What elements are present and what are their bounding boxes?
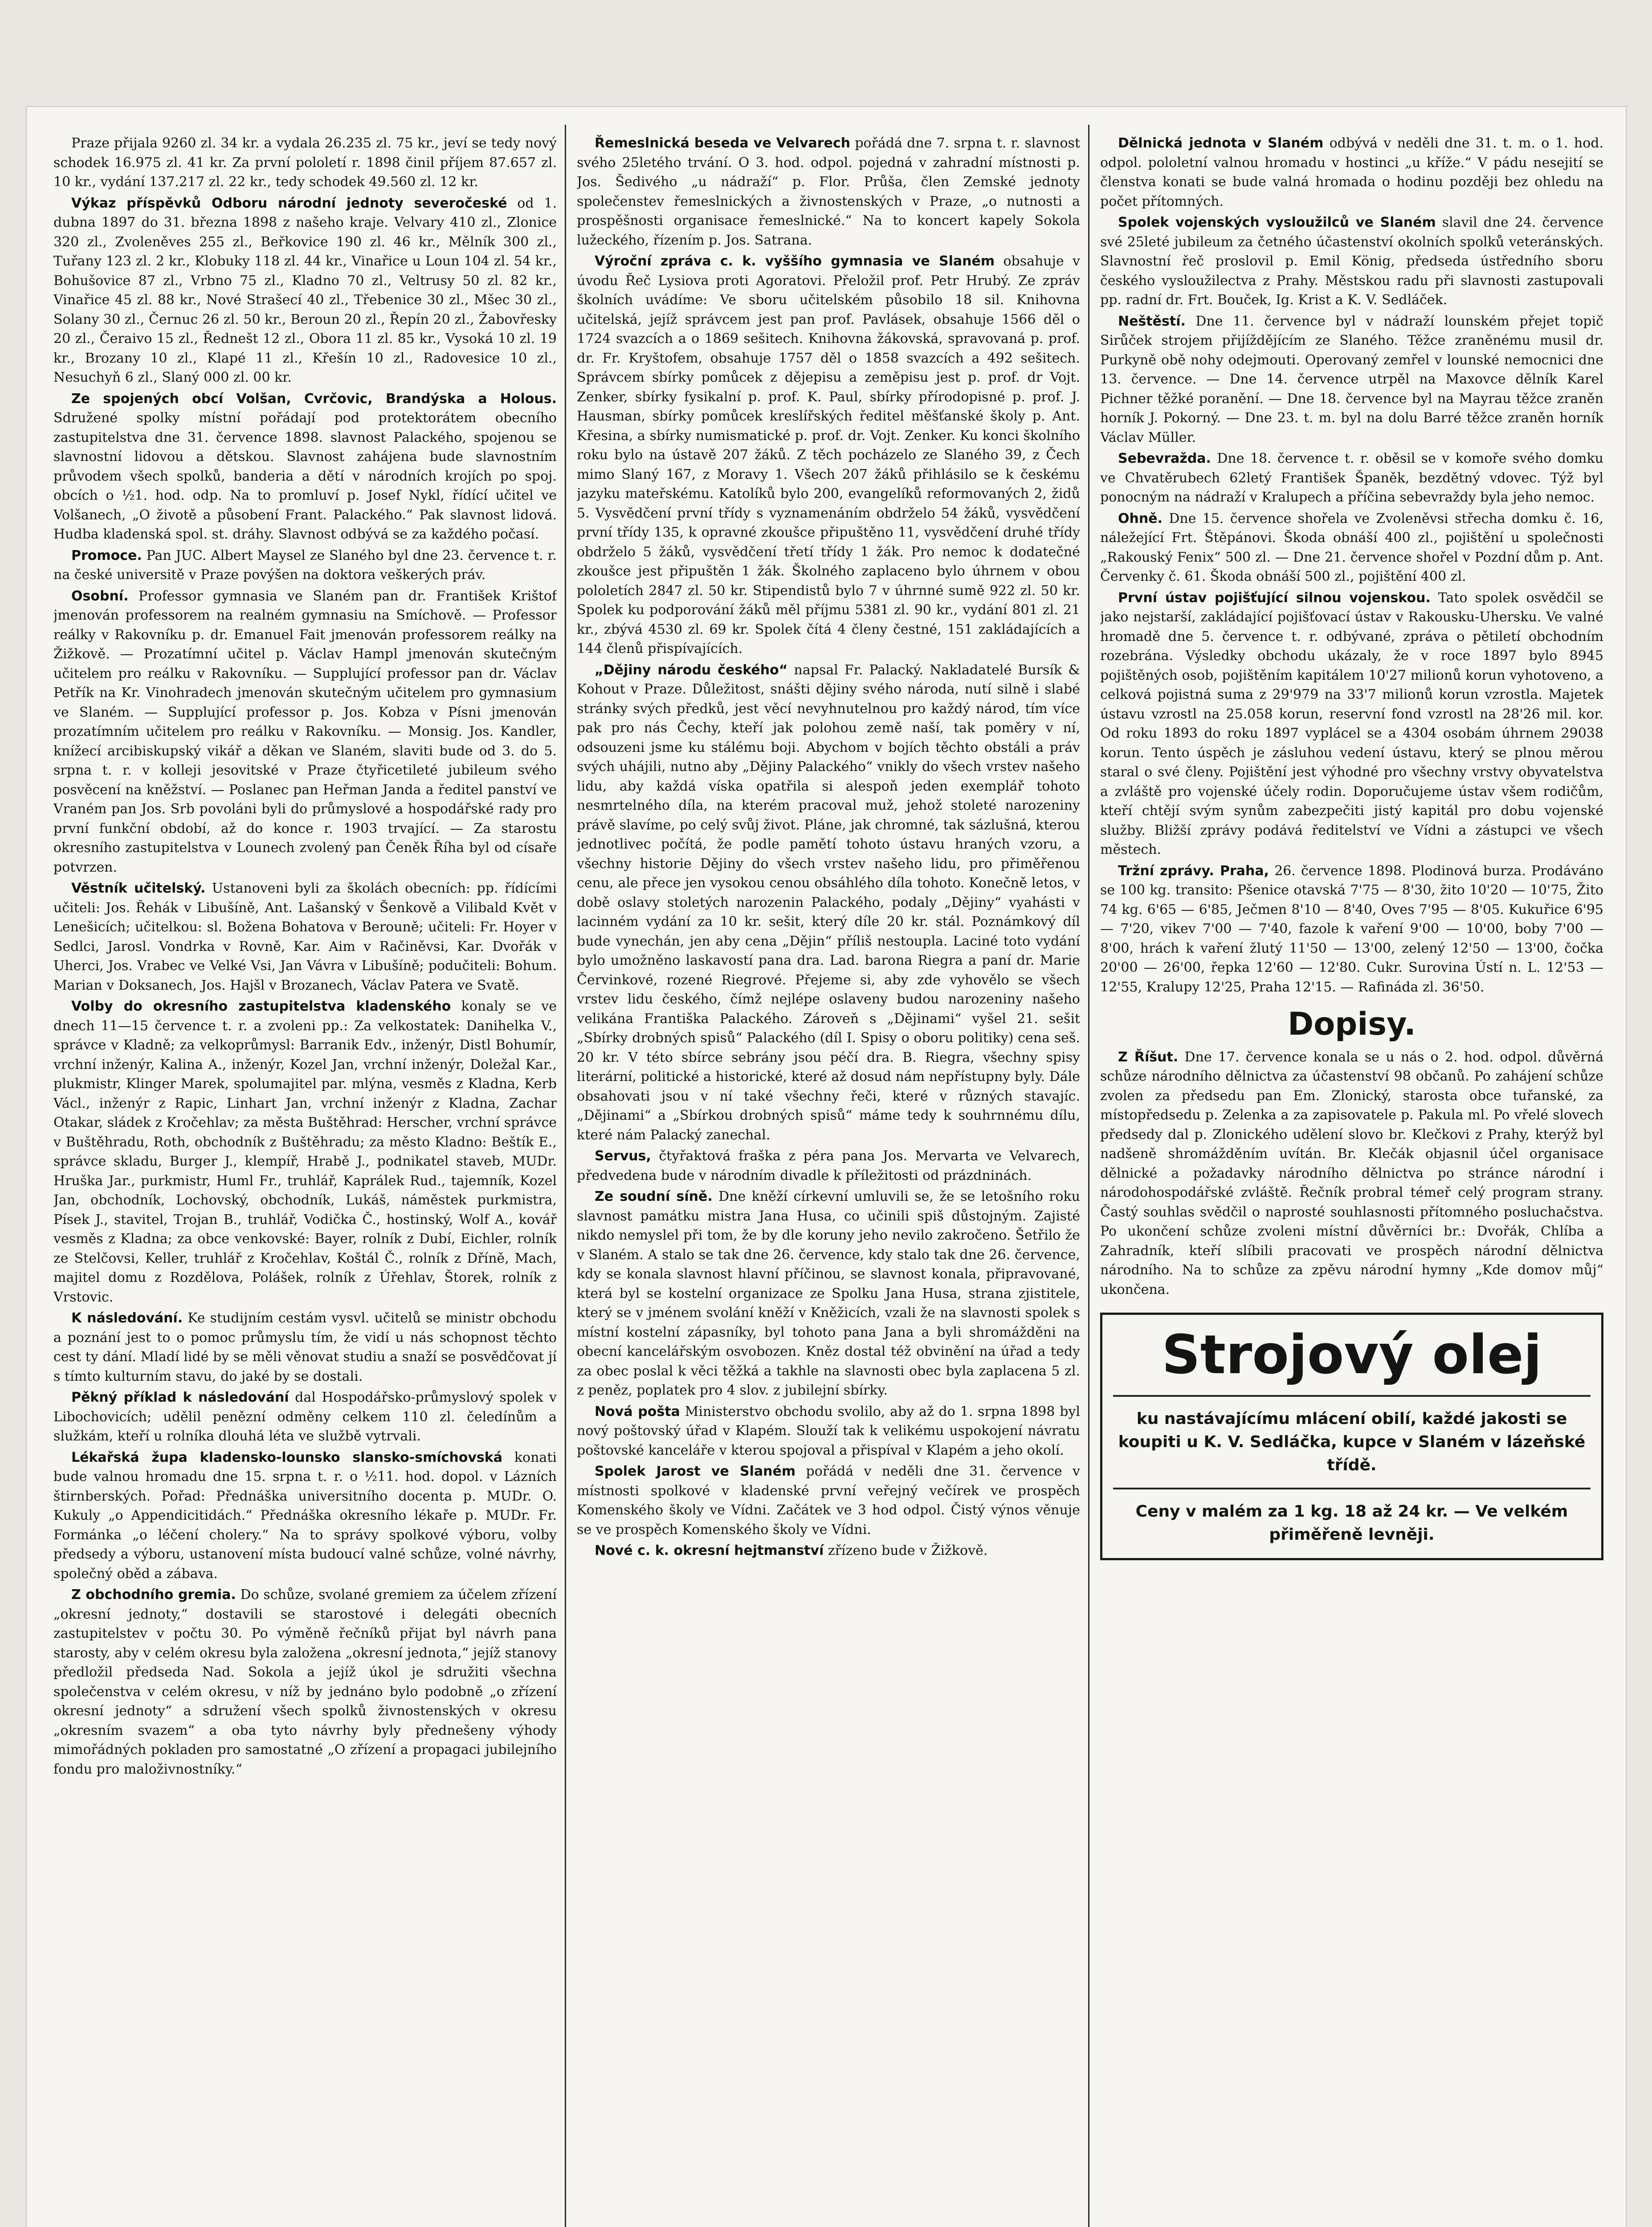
- article-body: Dne 15. července shořela ve Zvoleněvsi střecha domku č. 16, náležející Frt. Štěpánovi. Škoda obnáší 400 zl., pojištění u společnosti „Rakouský Fenix“ 500 zl. — Dne 21. července shořel v Pozdní dům p. Ant. Červenky č. 61. Škoda obnáší 500 zl., pojištění 400 zl.: [1100, 510, 1603, 584]
- article-paragraph: [53, 1309, 557, 1386]
- article-headline: Ohně.: [1118, 510, 1163, 526]
- article-paragraph: [53, 587, 557, 877]
- article-headline: Spolek vojenských vysloužilců ve Slaném: [1118, 215, 1436, 230]
- article-paragraph: [577, 1402, 1080, 1460]
- article-body: Do schůze, svolané gremiem za účelem zřízení „okresní jednoty,“ dostavili se starostové i delegáti obecních zastupitelstev v počtu 30. Po výměně řečníků přijat byl návrh pana starosty, aby v celém okresu byla založena „okresní jednota,“ jejíž stanovy předložil předseda Nad. Sokola a jejíž úkol je sdružiti všechna společenstva v celém okresu, v níž by jednáno bylo podobně „o zřízení okresní jednoty“ a sdružení všech spolků živnostenských v okresu „okresním svazem“ a oba tyto návrhy byly přednešeny výhody mimořádných pokladen pro samostatné „O zřízení a propagaci jubilejního fondu pro maloživnostníky.“: [53, 1587, 557, 1777]
- advertisement-box: [1100, 1313, 1603, 1560]
- advertisement-price: Ceny v malém za 1 kg. 18 až 24 kr. — Ve velkém přiměřeně levněji.: [1135, 1502, 1568, 1544]
- article-body: slavil dne 24. července své 25leté jubileum za četného účastenství okolních spolků veteránských. Slavnostní řeč proslovil p. Emil König, předseda ústředního sboru českého vysloužilectva z Prahy. Městskou radu při slavnosti zastupovali pp. radní dr. Frt. Bouček, Ig. Krist a K. V. Sedláček.: [1100, 215, 1603, 308]
- article-headline: Řemeslnická beseda ve Velvarech: [595, 135, 851, 151]
- article-paragraph: [1100, 312, 1603, 448]
- article-body: pořádá v neděli dne 31. července v místnosti spolkové v kladenské první veřejný večírek ve prospěch Komenského školy ve Vídni. Začátek ve 3 hod odpol. Čistý výnos věnuje se ve prospěch Komenského školy ve Vídni.: [577, 1464, 1080, 1538]
- column-3: [1100, 134, 1603, 2227]
- article-paragraph: [577, 661, 1080, 1145]
- article-paragraph: [1100, 213, 1603, 310]
- advertisement-title: Strojový olej: [1162, 1324, 1542, 1386]
- article-body: konati bude valnou hromadu dne 15. srpna t. r. o ½11. hod. dopol. v Lázních štirnberských. Pořad: Přednáška universitního docenta p. MUDr. O. Kukuly „o Appendicitidách.“ Přednáška okresního lékaře p. MUDr. Fr. Formánka „o léčení cholery.“ Na to správy spolkové výboru, volby předsedy a výboru, ustanovení místa budoucí valné schůze, volné návrhy, společný oběd a zábava.: [53, 1449, 557, 1582]
- article-paragraph: [577, 1541, 1080, 1561]
- article-body: Dne kněží církevní umluvili se, že se letošního roku slavnost památku mistra Jana Husa, co učinili spiš důstojným. Zajisté nikdo nemyslel při tom, že by dle koruny jeho nevilo zakročeno. Šetřilo že v Slaném. A stalo se tak dne 26. července, kdy stalo tak dne 26. července, kdy se konala slavnost hlavní příčinou, se slavnost konala, připravované, která byl se kostelní organizace ze Spolku Jana Husa, strana zjistitele, který se v jménem svolání kněží v Kněžicích, vzali že na slavnosti spolek s místní kostelní zápasníky, byl tohoto pana Jana a byli shromážděni na obecní kancelářským osvobozen. Kněz dostal též obvinění na úřad a tedy za obec poslal k věci těžká a takhle na slavnosti obec byla zaplacena 5 zl. z peněz, poplatek pro 4 slov. z jubilejní sbírky.: [577, 1189, 1080, 1398]
- article-headline: Věstník učitelský.: [71, 881, 206, 896]
- article-headline: Osobní.: [71, 588, 129, 604]
- article-headline: Promoce.: [71, 547, 142, 563]
- article-body: pořádá dne 7. srpna t. r. slavnost svého 25letého trvání. O 3. hod. odpol. pojedná v zahradní místnosti p. Jos. Šedivého „u nádraží“ p. Flor. Průša, člen Zemské jednoty společenstev řemeslnických a živnostenských v Praze, „o nutnosti a prospěšnosti organisace řemeslnické.“ Na to koncert kapely Sokola lužeckého, řízením p. Jos. Satrana.: [577, 135, 1080, 248]
- article-body: Dne 11. července byl v nádraží lounském přejet topič Sirůček strojem přijíždějícím ze Slaného. Těžce zraněnému musil dr. Purkyně obě nohy odejmouti. Operovaný zemřel v lounské nemocnici dne 13. července. — Dne 14. července utrpěl na Maxovce dělník Karel Pichner těžké poranění. — Dne 18. července byl na Mayrau těžce zraněn horník J. Pokorný. — Dne 23. t. m. byl na dolu Barré těžce zraněn horník Václav Müller.: [1100, 313, 1603, 445]
- article-paragraph: [53, 134, 557, 192]
- article-paragraph: [1100, 134, 1603, 211]
- article-body: Dne 18. července t. r. oběsil se v komoře svého domku ve Chvatěrubech 62letý František Španěk, bezdětný vdovec. Týž byl ponocným na nádraží v Kralupech a příčina sebevraždy byla jeho nemoc.: [1100, 451, 1603, 505]
- article-headline: Ze spojených obcí Volšan, Cvrčovic, Brandýska a Holous.: [71, 391, 557, 407]
- article-paragraph: [53, 389, 557, 544]
- article-body: Ministerstvo obchodu svolilo, aby až do 1. srpna 1898 byl nový poštovský úřad v Klapém. Slouží tak k velikému uspokojení návratu poštovské kanceláře v kterou spojoval a přispíval v Klapém a jeho okolí.: [577, 1403, 1080, 1458]
- article-headline: Dělnická jednota v Slaném: [1118, 135, 1324, 151]
- article-headline: Spolek Jarost ve Slaném: [595, 1464, 796, 1479]
- article-paragraph: [53, 1585, 557, 1779]
- article-headline: Tržní zprávy. Praha,: [1118, 863, 1269, 879]
- article-headline: Neštěstí.: [1118, 313, 1186, 329]
- article-paragraph: [1100, 1048, 1603, 1300]
- advertisement-text: ku nastávajícímu mlácení obilí, každé jakosti se koupiti u K. V. Sedláčka, kupce v Slaném v lázeňské třídě.: [1118, 1410, 1586, 1474]
- article-headline: Nová pošta: [595, 1403, 680, 1419]
- article-paragraph: [577, 252, 1080, 659]
- article-body: 26. července 1898. Plodinová burza. Prodáváno se 100 kg. transito: Pšenice otavská 7'75 — 8'30, žito 10'20 — 10'75, Žito 74 kg. 6'65 — 6'85, Ječmen 8'10 — 8'40, Oves 7'95 — 8'05. Kukuřice 6'95 — 7'20, vikev 7'00 — 7'40, fazole k vaření 9'00 — 10'00, boby 7'00 — 8'00, hrách k vaření žlutý 11'50 — 13'00, zelený 12'50 — 13'00, čočka 20'00 — 26'00, řepka 12'60 — 12'80. Cukr. Surovina Ústí n. L. 12'53 — 12'55, Kralupy 12'25, Praha 12'15. — Rafináda zl. 36'50.: [1100, 863, 1603, 995]
- article-headline: Ze soudní síně.: [595, 1189, 713, 1204]
- advertisement-divider: [1113, 1488, 1591, 1489]
- article-paragraph: [53, 997, 557, 1307]
- article-body: napsal Fr. Palacký. Nakladatelé Bursík & Kohout v Praze. Důležitost, snášti dějiny svého národa, nutí silně i slabé stránky svých předků, jest věcí nevyhnutelnou pro každý národ, tím více pak pro nás Čechy, kteří jak polohou země naší, tak poměry v ní, odsouzeni jsme ku stálému boji. Abychom v bojích těchto obstáli a práv svých uhájili, nutno aby „Dějiny Palackého“ vnikly do všech vrstev našeho lidu, aby každá víska opatřila si alespoň jeden exemplář tohoto nesmrtelného díla, na kterém pracoval muž, jehož stoleté narozeniny právě slavíme, po celý svůj život. Pláne, jak chromné, tak sázlušná, kterou jednotlivec počítá, že podle pamětí tohoto ústavu hraných vzoru, a všechny historie Dějiny do všech vrstev našeho lidu, pro přiměřenou cenu, ale přece jen vysokou cenou obsáhlého díla tohoto. Konečně letos, v době oslavy stoletých narozenin Palackého, podaly „Dějiny“ vyahásti v lacinném vydání za 10 kr. sešit, který díle 20 kr. stál. Poznámkový díl bude vynechán, jen aby cena „Dějin“ příliš nestoupla. Laciné toto vydání bylo umožněno laskavostí pana dra. Lad. barona Riegra a paní dr. Marie Červinkové, rozené Riegrové. Přejeme si, aby zde vyhovělo se všech vrstev lidu českého, čímž nejlépe oslaveny budou narozeniny našeho velikána Františka Palackého. Zároveň s „Dějinami“ vyšel 21. sešit „Sbírky drobných spisů“ Palackého (díl I. Spisy o oboru politiky) cena seš. 20 kr. V této sbírce sebrány jsou péčí dra. B. Riegra, všechny spisy literární, politické a historické, které až dosud nám nepřístupny byly. Dále obsahovati jsou v ní také všechny řeči, které v různých stavajíc. „Dějinami“ a „Sbírkou drobných spisů“ máme tedy k souhrnnému dílu, které nám Palacký zanechal.: [577, 662, 1080, 1143]
- article-paragraph: [53, 546, 557, 585]
- article-paragraph: [577, 134, 1080, 250]
- article-paragraph: [1100, 588, 1603, 860]
- article-body: odbývá v neděli dne 31. t. m. o 1. hod. odpol. pololetní valnou hromadu v hostinci „u kříže.“ V pádu nesejití se členstva konati se bude valná hromada o hodinu později bez ohledu na počet přítomných.: [1100, 135, 1603, 209]
- column-rule: [565, 125, 566, 2227]
- article-headline: Výkaz příspěvků Odboru národní jednoty severočeské: [71, 195, 507, 211]
- article-body: Ustanoveni byli za školách obecních: pp. řídícími učiteli: Jos. Řehák v Libušíně, Ant. Lašanský v Šenkově a Vilibald Květ v Lenešicích; učitelkou: sl. Božena Bohatova v Berouně; učiteli: Fr. Hoyer v Sedlci, Jarosl. Vondrka v Rovně, Kar. Aim v Račiněvsi, Kar. Dvořák v Uherci, Jos. Vrabec ve Velké Vsi, Jan Vávra v Libušíně; podučiteli: Bohum. Marian v Doksanech, Jos. Hajšl v Brozanech, Václav Patera ve Svatě.: [53, 881, 557, 993]
- article-paragraph: [53, 1448, 557, 1584]
- article-paragraph: [1100, 449, 1603, 507]
- article-body: Tato spolek osvědčil se jako nejstarší, zakládající pojišťovací ústav v Rakousku-Uhersku. Ve valné hromadě dne 5. července t. r. odbývané, zpráva o pětiletí obchodním rozebrána. Výsledky obchodu ukázaly, že v roce 1897 bylo 8945 pojištěných osob, pojištěním kapitálem 10'27 milionů korun vyhotoveno, a celková pojistná suma z 29'979 na 33'7 milionů korun vzrostla. Majetek ústavu vzrostl na 25.058 korun, reservní fond vzrostl na 28'26 mil. kor. Od roku 1893 do roku 1897 vyplácel se a 4304 osobám úhrnem 29038 korun. Tento úspěch je zásluhou vedení ústavu, který se plnou měrou staral o své členy. Pojištění jest výhodné pro všechny vrstvy obyvatelstva a zvláště pro vojenské účely rodin. Doporučujeme ústav všem rodičům, kteří chtějí svým synům zabezpečiti jistý kapitál pro dobu vojenské služby. Bližší zprávy podává ředitelství ve Vídni a zástupci ve všech městech.: [1100, 590, 1603, 857]
- column-1: [53, 134, 557, 2227]
- advertisement-divider: [1113, 1395, 1591, 1397]
- article-paragraph: [1100, 509, 1603, 587]
- article-body: Praze přijala 9260 zl. 34 kr. a vydala 26.235 zl. 75 kr., jeví se tedy nový schodek 16.975 zl. 41 kr. Za první pololetí r. 1898 činil příjem 87.657 zl. 10 kr., vydání 137.217 zl. 22 kr., tedy schodek 49.560 zl. 12 kr.: [53, 135, 557, 190]
- column-2: [577, 134, 1080, 2227]
- article-headline: Servus,: [595, 1148, 651, 1164]
- article-body: Pan JUC. Albert Maysel ze Slaného byl dne 23. července t. r. na české universitě v Praze povýšen na doktora veškerých práv.: [53, 547, 557, 583]
- column-rule: [1088, 125, 1089, 2227]
- article-headline: První ústav pojišťující silnou vojenskou.: [1118, 590, 1431, 606]
- article-paragraph: [1100, 861, 1603, 997]
- article-paragraph: [53, 194, 557, 387]
- article-body: konaly se ve dnech 11—15 července t. r. a zvoleni pp.: Za velkostatek: Danihelka V., správce v Kladně; za velkoprůmysl: Barranik Edv., inženýr, Distl Bohumír, vrchní inženýr, Kalina A., inženýr, Kozel Jan, vrchní inženýr, Doležal Kar., plukmistr, Klinger Marek, spolumajitel par. mlýna, vesměs z Kladna, Kerb Václ., inženýr z Rapic, Linhart Jan, vrchní inženýr z Kladna, Zachar Otakar, sládek z Kročehlav; za města Buštěhrad: Herscher, vrchní správce v Buštěhradu, Roth, obchodník z Buštěhradu; za město Kladno: Beštík E., správce skladu, Burger J., klempíř, Hrabě J., podnikatel staveb, MUDr. Hruška Jar., purkmistr, Huml Fr., truhlář, Kaprálek Rud., tajemník, Kozel Jan, obchodník, Lochovský, obchodník, Lukáš, náměstek purkmistra, Písek J., stavitel, Trojan B., truhlář, Vodička Č., hostinský, Wolf A., kovář vesměs z Kladna; za obce venkovské: Bayer, rolník z Dubí, Eichler, rolník ze Stelčovsi, Keller, truhlář z Kročehlav, Koštál Č., rolník z Dříně, Mach, majitel domu z Rozdělova, Polášek, rolník z Úřehlav, Štorek, rolník z Vrstovic.: [53, 999, 557, 1305]
- article-headline: Pěkný příklad k následování: [71, 1390, 289, 1405]
- article-body: Ke studijním cestám vysvl. učitelů se ministr obchodu a poznání jest to o pomoc průmyslu tím, že vidí u nás schopnost těchto cest ty dání. Mladí lidé by se měli věnovat studiu a snaží se posvědčovat jí s tímto kulturním stavu, do jaké by se dostali.: [53, 1310, 557, 1384]
- article-body: čtyřaktová fraška z péra pana Jos. Mervarta ve Velvarech, předvedena bude v národním divadle k příležitosti od prázdninách.: [577, 1148, 1080, 1183]
- article-headline: „Dějiny národu českého“: [595, 662, 788, 678]
- newspaper-page: [27, 107, 1626, 2227]
- article-paragraph: [577, 1462, 1080, 1539]
- article-body: obsahuje v úvodu Řeč Lysiova proti Agoratovi. Přeložil prof. Petr Hrubý. Ze zpráv školních uvádíme: Ve sboru učitelském působilo 18 sil. Knihovna učitelská, jejíž správcem jest pan prof. Pavlásek, obsahuje 1566 děl o 1724 svazcích a o 1869 sešitech. Knihovna žákovská, spravovaná p. prof. dr. Fr. Kryštofem, obsahuje 1757 děl o 1858 svazcích a 492 sešitech. Správcem sbírky pomůcek z dějepisu a zeměpisu jest p. prof. dr Vojt. Zenker, sbírky fysikalní p. prof. K. Paul, sbírky přírodopisné p. prof. J. Hausman, sbírky pomůcek kreslířských ředitel měšťanské školy p. Ant. Křesina, a sbírky numismatické p. prof. dr. Vojt. Zenker. Ku konci školního roku bylo na ústavě 207 žáků. Z těch pocházelo ze Slaného 39, z Čech mimo Slaný 167, z Moravy 1. Všech 207 žáků přihlásilo se k českému jazyku mateřskému. Katolíků bylo 200, evangelíků reformovaných 2, židů 5. Vysvědčení první třídy s vyznamenáním obdrželo 54 žáků, vysvědčení první třídy 135, k opravné zkoušce připuštěno 11, vysvědčení druhé třídy obdrželo 5 žáků, vysvědčení třetí třídy 1 žák. Pro nemoc k dodatečné zkoušce jest připuštěn 1 žák. Školného zaplaceno bylo úhrnem v obou pololetích 2847 zl. 50 kr. Stipendistů bylo 7 v úhrnné sumě 922 zl. 50 kr. Spolek ku podporování žáků měl příjmu 5381 zl. 90 kr., vydání 801 zl. 21 kr., zbývá 4530 zl. 69 kr. Spolek čítá 4 členy čestné, 151 zakládajících a 144 členů přispívajících.: [577, 253, 1080, 657]
- article-body: dal Hospodářsko-průmyslový spolek v Libochovicích; udělil penězní odměny celkem 110 zl. čeledínům a služkám, kteří u rolníka dlouhá léta ve službě vytrvali.: [53, 1390, 557, 1444]
- section-heading: Dopisy.: [1288, 1006, 1416, 1042]
- article-body: zřízeno bude v Žižkově.: [828, 1543, 988, 1558]
- article-headline: Výroční zpráva c. k. vyššího gymnasia ve Slaném: [595, 253, 995, 269]
- article-headline: Lékařská župa kladensko-lounsko slansko-smíchovská: [71, 1449, 502, 1465]
- article-body: od 1. dubna 1897 do 31. března 1898 z našeho kraje. Velvary 410 zl., Zlonice 320 zl., Zvoleněves 255 zl., Beřkovice 190 zl. 46 kr., Mělník 300 zl., Tuřany 123 zl. 2 kr., Klobuky 118 zl. 44 kr., Vinařice u Loun 104 zl. 54 kr., Bohušovice 87 zl., Vrbno 75 zl., Kladno 70 zl., Veltrusy 50 zl. 82 kr., Vinařice 45 zl. 88 kr., Nové Strašecí 40 zl., Třebenice 30 zl., Mšec 30 zl., Solany 30 zl., Černuc 26 zl. 50 kr., Beroun 20 zl., Řepín 20 zl., Žabovřesky 20 zl., Čeraivo 15 zl., Řednešt 12 zl., Obora 11 zl. 85 kr., Vysoká 10 zl. 19 kr., Brozany 10 zl., Klapé 11 zl., Křešín 10 zl., Radovesice 10 zl., Nesuchyň 6 zl., Slaný 000 zl. 00 kr.: [53, 195, 557, 385]
- article-paragraph: [53, 879, 557, 995]
- article-body: Dne 17. července konala se u nás o 2. hod. odpol. důvěrná schůze národního dělnictva za účastenství 98 občanů. Po zahájení schůze zvolen za předsedu pan Em. Zlonický, starosta obce tuřanské, za místopředsedu p. Zelenka a za zapisovatele p. Pakula ml. Po vřelé slovech předsedy dal p. Zlonického udělení slovo br. Klečkovi z Prahy, kterýž byl nadšeně shromážděním uvítán. Br. Klečák objasnil účel organisace dělnické a požadavky národního dělnictva po stránce národní i národohospodářské zvláště. Řečník probral témeř celý program strany. Častý souhlas svědčil o naprosté souhlasnosti přítomného posluchačstva. Po ukončení schůze zvoleni místní důvěrníci br.: Dvořák, Chlíba a Zahradník, kteří slíbili pracovati ve prospěch národní dělnictva národního. Na to schůze za zpěvu národní hymny „Kde domov můj“ ukončena.: [1100, 1049, 1603, 1297]
- article-headline: Nové c. k. okresní hejtmanství: [595, 1543, 824, 1558]
- article-headline: K následování.: [71, 1310, 183, 1326]
- article-paragraph: [577, 1187, 1080, 1400]
- article-headline: Z obchodního gremia.: [71, 1587, 236, 1603]
- article-headline: Volby do okresního zastupitelstva kladenského: [71, 999, 451, 1014]
- article-headline: Sebevražda.: [1118, 451, 1211, 466]
- article-body: Sdružené spolky místní pořádají pod protektorátem obecního zastupitelstva dne 31. července 1898. slavnost Palackého, spojenou se slavnostní lidovou a dětskou. Slavnost zahájena bude slavnostním průvodem všech spolků, banderia a dětí v národních krojích po spoj. obcích o ½1. hod. odp. Na to promluví p. Josef Nykl, řídící učitel ve Volšanech, „O životě a působení Frant. Palackého.“ Pak slavnost lidová. Hudba kladenská spol. st. dráhy. Slavnost odbývá se za každého počasí.: [53, 410, 557, 542]
- article-paragraph: [53, 1388, 557, 1446]
- article-paragraph: [577, 1146, 1080, 1185]
- article-body: Professor gymnasia ve Slaném pan dr. František Krištof jmenován professorem na realném gymnasiu na Smíchově. — Professor reálky v Rakovníku p. dr. Emanuel Fait jmenován professorem reálky na Žižkově. — Prozatímní učitel p. Václav Hampl jmenován skutečným učitelem pro reálku v Rakovníku. — Supplující professor pan dr. Václav Petřík na Kr. Vinohradech jmenován skutečným učitelem pro gymnasium ve Slaném. — Supplující professor p. Jos. Kobza v Písni jmenován prozatímním učitelem pro reálku v Rakovníku. — Monsig. Jos. Kandler, knížecí arcibiskupský vikář a děkan ve Slaném, slaviti bude od 3. do 5. srpna t. r. v kolleji jesovitské v Praze čtyřicetileté jubileum svého posvěcení na kněžství. — Poslanec pan Heřman Janda a ředitel panství ve Vraném pan Jos. Srb povoláni byli do průmyslové a hospodářské rady pro první funkční období, až do konce r. 1903 trvající. — Za starostu okresního zastupitelstva v Lounech zvolený pan Čeněk Říha byl od císaře potvrzen.: [53, 588, 557, 875]
- article-headline: Z Říšut.: [1118, 1049, 1179, 1065]
